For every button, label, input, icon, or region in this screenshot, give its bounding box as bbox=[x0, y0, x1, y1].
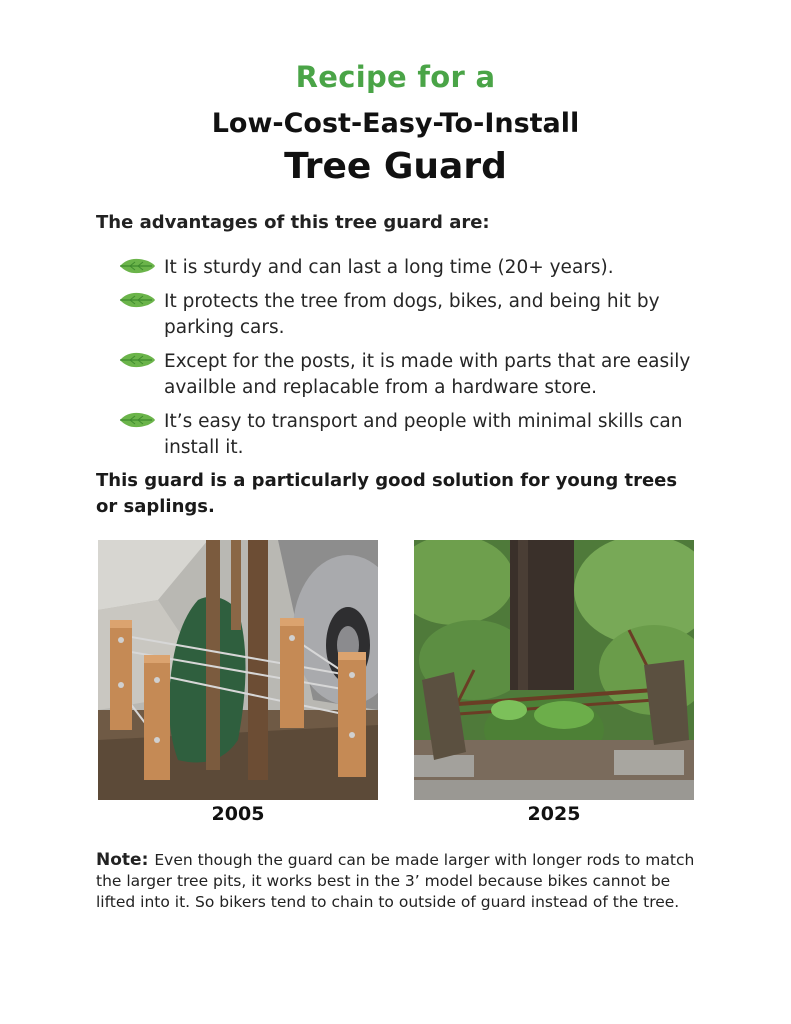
list-item-text: Except for the posts, it is made with parts that are easily availble and replacable from a hardware store. bbox=[164, 351, 691, 398]
leaf-icon bbox=[118, 349, 156, 371]
page-subtitle: Low-Cost-Easy-To-Install bbox=[211, 108, 580, 139]
list-item bbox=[118, 289, 698, 341]
leaf-icon bbox=[118, 409, 156, 431]
page-eyebrow: Recipe for a bbox=[295, 60, 496, 94]
note-paragraph bbox=[96, 850, 706, 913]
page-title: Tree Guard bbox=[284, 146, 507, 187]
list-item-text: It is sturdy and can last a long time (20+ years). bbox=[164, 257, 614, 278]
list-item-text: It protects the tree from dogs, bikes, and being hit by parking cars. bbox=[164, 291, 660, 338]
photo-2025-caption: 2025 bbox=[527, 803, 581, 825]
list-item bbox=[118, 409, 698, 461]
note-text: Even though the guard can be made larger with longer rods to match the larger tree pits, it works best in the 3’ model because bikes cannot be lifted into it. So bikers tend to chain to outside of guard instead of the tree. bbox=[96, 851, 695, 911]
leaf-icon bbox=[118, 255, 156, 277]
list-item-text: It’s easy to transport and people with minimal skills can install it. bbox=[164, 411, 683, 458]
note-label: Note: bbox=[96, 850, 149, 870]
photo-2025 bbox=[414, 540, 694, 800]
photo-2005-caption: 2005 bbox=[211, 803, 265, 825]
list-item bbox=[118, 255, 698, 281]
list-item bbox=[118, 349, 698, 401]
advantages-list bbox=[118, 255, 698, 469]
advantages-heading: The advantages of this tree guard are: bbox=[96, 212, 490, 233]
photo-2005 bbox=[98, 540, 378, 800]
solution-text: This guard is a particularly good solution for young trees or saplings. bbox=[96, 470, 678, 517]
leaf-icon bbox=[118, 289, 156, 311]
